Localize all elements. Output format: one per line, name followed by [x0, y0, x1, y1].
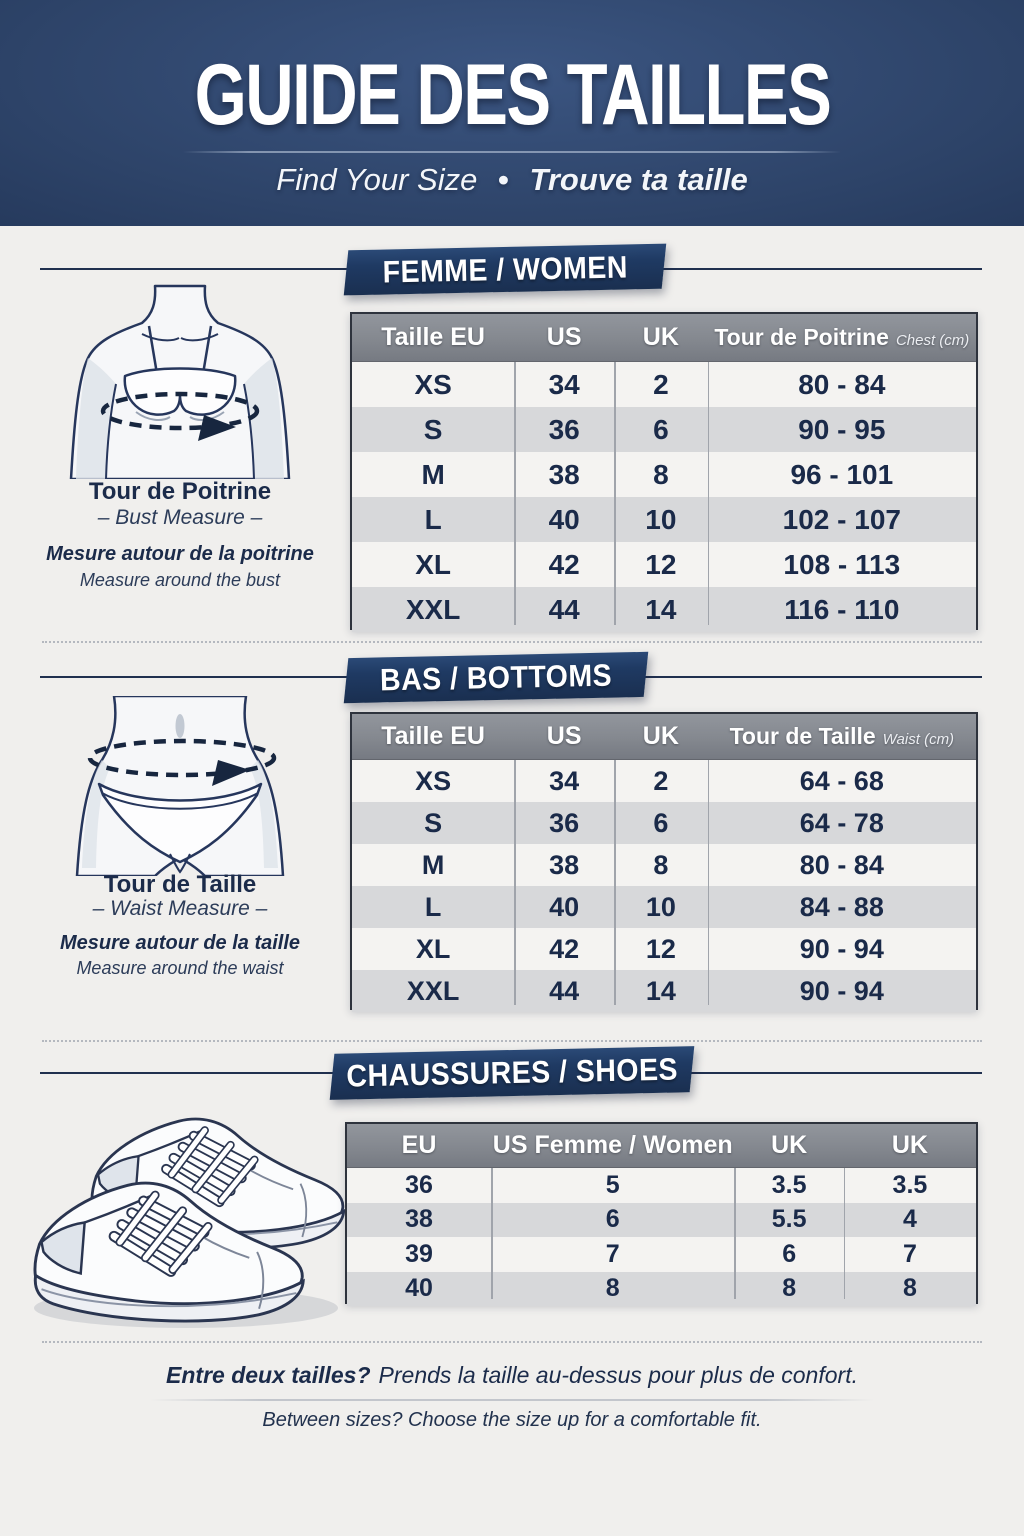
table-cell: 3.5: [892, 1170, 928, 1199]
page-title: GUIDE DES TAILLES: [194, 47, 830, 143]
waist-measure-caption-en: Measure around the waist: [76, 958, 284, 978]
footer-tip-en: Between sizes? Choose the size up for a comfortable fit.: [262, 1409, 762, 1431]
section-dotted-divider: [42, 641, 982, 643]
table-row: [352, 886, 976, 928]
footer-tip-fr-answer: Prends la taille au-dessus pour plus de confort.: [378, 1362, 858, 1388]
table-cell: 34: [549, 765, 580, 796]
table-cell: 7: [605, 1239, 620, 1268]
page-subtitle: [0, 162, 1024, 198]
table-cell: 102 - 107: [782, 503, 901, 535]
table-header-row: [347, 1124, 976, 1168]
table-header-row: [352, 714, 976, 760]
table-cell: 4: [902, 1205, 917, 1234]
table-cell: 42: [549, 933, 580, 964]
table-row: [352, 407, 976, 452]
table-row: [352, 760, 976, 802]
table-cell: 12: [645, 933, 676, 964]
table-cell: 8: [605, 1274, 620, 1303]
bust-illustration-svg: [52, 284, 308, 479]
table-cell: XXL: [406, 975, 460, 1006]
table-cell: 40: [549, 891, 580, 922]
table-cell: 80 - 84: [798, 368, 886, 400]
table-header-cell: Taille EU: [381, 323, 485, 351]
table-cell: 108 - 113: [783, 548, 901, 580]
section-banner-women: FEMME / WOMEN: [344, 244, 667, 296]
table-cell: 10: [645, 503, 677, 535]
table-row: [352, 542, 976, 587]
table-row: [352, 452, 976, 497]
shoes-size-table: [345, 1122, 978, 1304]
table-cell: 36: [549, 807, 580, 838]
table-cell: 38: [549, 849, 580, 880]
waist-illustration-svg: [52, 696, 308, 876]
bust-measure-title: Tour de Poitrine: [88, 478, 272, 505]
column-divider: [491, 1168, 493, 1299]
table-cell: 80 - 84: [799, 849, 884, 880]
table-cell: L: [424, 503, 442, 535]
table-cell: 7: [902, 1239, 917, 1268]
table-cell: 8: [782, 1274, 797, 1303]
waist-measure-title: Tour de Taille: [103, 871, 257, 898]
bust-measure-illustration: [52, 284, 308, 479]
table-cell: 64 - 68: [799, 765, 884, 796]
table-cell: XS: [414, 368, 452, 400]
table-cell: 5: [605, 1170, 620, 1199]
subtitle-fr: Trouve ta taille: [529, 162, 748, 197]
footer-tip-fr-question: Entre deux tailles?: [166, 1362, 371, 1388]
table-cell: 44: [549, 975, 580, 1006]
table-header-cell: Taille EU: [381, 722, 485, 750]
table-cell: 116 - 110: [784, 593, 900, 625]
table-cell: 90 - 94: [799, 975, 884, 1006]
table-cell: 3.5: [771, 1170, 807, 1199]
table-cell: 39: [405, 1239, 433, 1268]
subtitle-en: Find Your Size: [276, 162, 478, 197]
table-cell: 44: [548, 593, 580, 625]
column-divider: [708, 760, 710, 1005]
header-divider: [183, 151, 841, 153]
table-header-cell: UK: [642, 323, 679, 351]
table-cell: 8: [653, 849, 669, 880]
table-row: [352, 362, 976, 407]
table-cell: 36: [405, 1170, 433, 1199]
table-cell: S: [423, 413, 443, 445]
table-cell: 8: [653, 458, 669, 490]
table-cell: 12: [645, 548, 677, 580]
table-row: [352, 970, 976, 1012]
table-cell: 64 - 78: [799, 807, 884, 838]
waist-measure-caption-fr: Mesure autour de la taille: [59, 932, 301, 954]
table-cell: M: [421, 458, 445, 490]
table-cell: XS: [415, 765, 452, 796]
bust-measure-subtitle: – Bust Measure –: [97, 506, 263, 529]
table-cell: 2: [653, 765, 669, 796]
table-cell: 5.5: [771, 1205, 807, 1234]
table-row: [347, 1237, 976, 1272]
table-header-cell: US Femme / Women: [492, 1131, 733, 1159]
table-cell: XL: [415, 548, 451, 580]
sneakers-illustration-svg: [18, 1098, 348, 1338]
bust-measure-caption-fr: Mesure autour de la poitrine: [46, 543, 314, 565]
table-header-cell: US: [546, 323, 582, 351]
table-cell: 40: [405, 1274, 433, 1303]
table-cell: 40: [548, 503, 580, 535]
table-cell: 84 - 88: [799, 891, 884, 922]
table-row: [347, 1272, 976, 1307]
column-divider: [734, 1168, 736, 1299]
table-cell: M: [421, 849, 445, 880]
column-divider: [614, 760, 616, 1005]
table-cell: 6: [653, 807, 669, 838]
column-divider: [614, 362, 616, 625]
subtitle-bullet-icon: •: [497, 162, 509, 197]
table-cell: XL: [415, 933, 451, 964]
table-row: [352, 802, 976, 844]
table-cell: 90 - 94: [799, 933, 884, 964]
table-cell: 34: [548, 368, 580, 400]
table-header-cell: Tour de Poitrine Chest (cm): [714, 324, 970, 350]
table-row: [347, 1203, 976, 1238]
table-cell: 8: [902, 1274, 917, 1303]
table-header-cell: UK: [642, 722, 679, 750]
bust-measure-caption-en: Measure around the bust: [79, 570, 281, 590]
table-cell: 6: [782, 1239, 797, 1268]
table-cell: 14: [645, 975, 676, 1006]
table-cell: L: [424, 891, 442, 922]
table-cell: S: [424, 807, 443, 838]
table-cell: XXL: [405, 593, 461, 625]
waist-measure-subtitle: – Waist Measure –: [92, 897, 268, 920]
table-header-row: [352, 314, 976, 362]
column-divider: [514, 362, 516, 625]
table-cell: 6: [653, 413, 669, 445]
table-row: [352, 587, 976, 632]
table-cell: 36: [548, 413, 580, 445]
table-cell: 42: [548, 548, 580, 580]
table-row: [347, 1168, 976, 1203]
table-header-cell: EU: [401, 1131, 437, 1159]
bottoms-size-table: [350, 712, 978, 1010]
section-dotted-divider: [42, 1040, 982, 1042]
header-banner: [0, 0, 1024, 226]
table-row: [352, 928, 976, 970]
table-cell: 2: [653, 368, 669, 400]
table-cell: 38: [405, 1205, 433, 1234]
table-cell: 10: [645, 891, 676, 922]
table-row: [352, 497, 976, 542]
table-header-cell: UK: [771, 1131, 808, 1159]
section-banner-shoes: CHAUSSURES / SHOES: [330, 1046, 695, 1100]
women-size-table: [350, 312, 978, 630]
footer-dotted-divider: [42, 1341, 982, 1343]
footer-divider: [150, 1399, 874, 1401]
table-header-cell: UK: [891, 1131, 928, 1159]
waist-measure-illustration: [52, 696, 308, 876]
table-cell: 14: [645, 593, 677, 625]
footer-tip-fr: [0, 1362, 1024, 1389]
table-cell: 6: [605, 1205, 620, 1234]
table-header-cell: Tour de Taille Waist (cm): [729, 723, 955, 749]
table-header-cell: US: [546, 722, 582, 750]
section-banner-bottoms: BAS / BOTTOMS: [344, 652, 649, 703]
table-cell: 90 - 95: [798, 413, 886, 445]
column-divider: [844, 1168, 846, 1299]
column-divider: [514, 760, 516, 1005]
table-row: [352, 844, 976, 886]
table-cell: 38: [548, 458, 580, 490]
sneakers-illustration: [18, 1098, 348, 1338]
table-cell: 96 - 101: [790, 458, 894, 490]
column-divider: [708, 362, 710, 625]
